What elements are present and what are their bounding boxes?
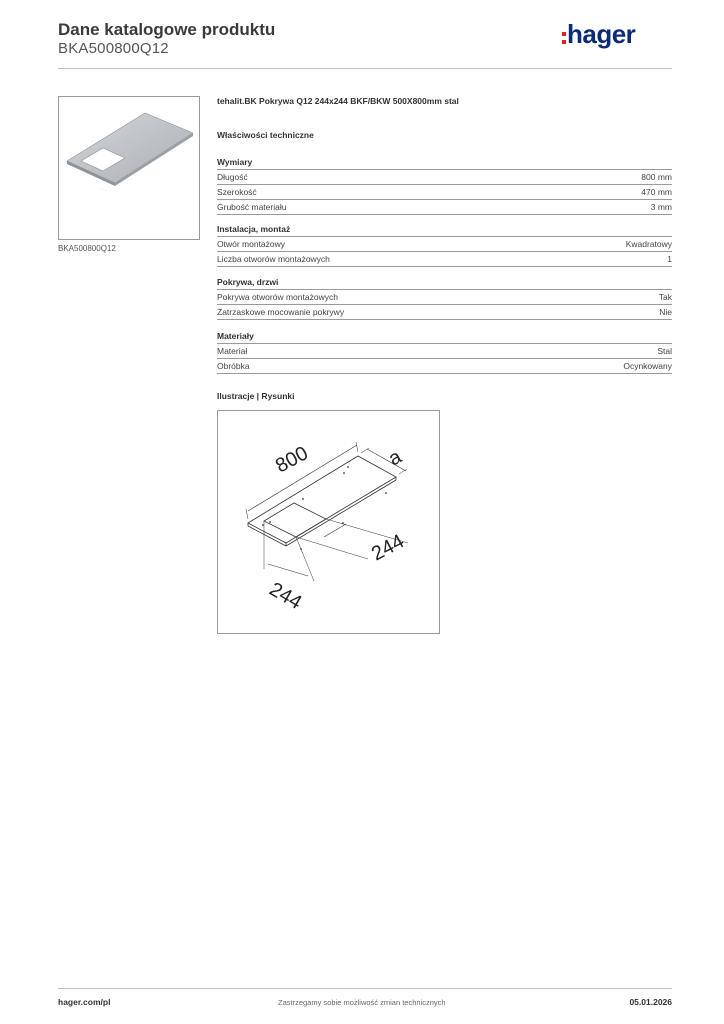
property-value: Kwadratowy bbox=[625, 239, 672, 249]
footer-divider bbox=[58, 988, 672, 989]
group-installation bbox=[217, 223, 672, 267]
property-value: 470 mm bbox=[641, 187, 672, 197]
document-title: Dane katalogowe produktu bbox=[58, 20, 276, 39]
page-header bbox=[58, 20, 672, 68]
group-title: Pokrywa, drzwi bbox=[217, 276, 672, 290]
svg-text:· · · · ·: · · · · · bbox=[98, 186, 108, 193]
property-label: Pokrywa otworów montażowych bbox=[217, 292, 338, 302]
product-image-caption: BKA500800Q12 bbox=[58, 244, 116, 253]
property-value: Stal bbox=[657, 346, 672, 356]
property-label: Obróbka bbox=[217, 361, 250, 371]
property-row bbox=[217, 359, 672, 374]
dimension-drawing bbox=[218, 411, 439, 633]
property-value: 800 mm bbox=[641, 172, 672, 182]
illustrations-heading: Ilustracje | Rysunki bbox=[217, 391, 295, 401]
footer-disclaimer: Zastrzegamy sobie możliwość zmian technicznych bbox=[278, 998, 446, 1007]
product-code: BKA500800Q12 bbox=[58, 40, 169, 57]
property-row bbox=[217, 305, 672, 320]
dimension-label-hole-depth: 244 bbox=[368, 530, 408, 566]
dimension-label-length: 800 bbox=[272, 442, 312, 478]
property-value: 1 bbox=[667, 254, 672, 264]
property-label: Liczba otworów montażowych bbox=[217, 254, 330, 264]
group-dimensions bbox=[217, 156, 672, 215]
property-label: Zatrzaskowe mocowanie pokrywy bbox=[217, 307, 345, 317]
logo-text: hager bbox=[567, 19, 636, 49]
technical-drawing bbox=[217, 410, 440, 634]
cover-plate-illustration bbox=[59, 97, 199, 239]
hager-logo bbox=[562, 20, 654, 52]
product-image bbox=[58, 96, 200, 240]
property-row bbox=[217, 200, 672, 215]
footer-date: 05.01.2026 bbox=[629, 997, 672, 1007]
header-divider bbox=[58, 68, 672, 69]
group-title: Materiały bbox=[217, 330, 672, 344]
property-value: Nie bbox=[659, 307, 672, 317]
technical-properties-heading: Właściwości techniczne bbox=[217, 130, 314, 140]
property-value: Tak bbox=[658, 292, 672, 302]
property-label: Grubość materiału bbox=[217, 202, 287, 212]
property-row bbox=[217, 344, 672, 359]
group-title: Wymiary bbox=[217, 156, 672, 170]
dimension-label-width: a bbox=[385, 445, 406, 471]
property-label: Szerokość bbox=[217, 187, 257, 197]
group-cover-doors bbox=[217, 276, 672, 320]
product-name: tehalit.BK Pokrywa Q12 244x244 BKF/BKW 500X800mm stal bbox=[217, 96, 459, 106]
property-row bbox=[217, 170, 672, 185]
group-materials bbox=[217, 330, 672, 374]
property-label: Otwór montażowy bbox=[217, 239, 286, 249]
property-row bbox=[217, 237, 672, 252]
dimension-label-hole-width: 244 bbox=[265, 578, 306, 615]
property-row bbox=[217, 290, 672, 305]
group-title: Instalacja, montaż bbox=[217, 223, 672, 237]
property-label: Długość bbox=[217, 172, 248, 182]
property-label: Materiał bbox=[217, 346, 248, 356]
property-row bbox=[217, 185, 672, 200]
property-row bbox=[217, 252, 672, 267]
property-value: Ocynkowany bbox=[623, 361, 672, 371]
property-value: 3 mm bbox=[650, 202, 672, 212]
footer-website: hager.com/pl bbox=[58, 997, 111, 1007]
